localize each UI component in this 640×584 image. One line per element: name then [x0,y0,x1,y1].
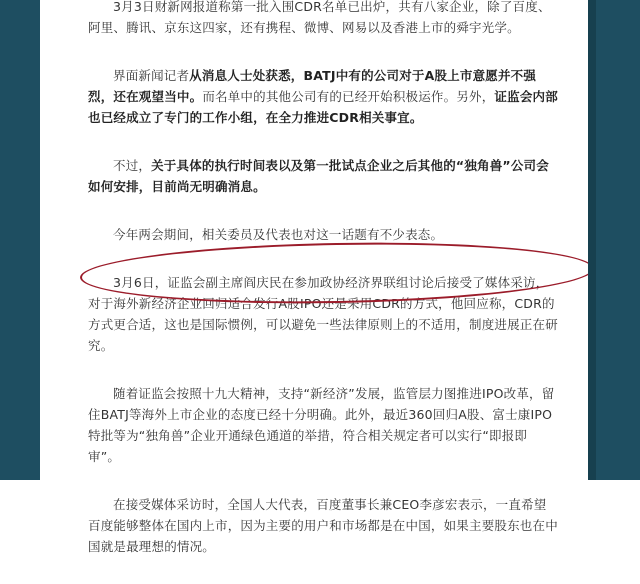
paragraph-2-text-continued: 而名单中的其他公司有的已经开始积极运作。另外， [202,89,495,104]
left-frame-border [0,0,40,480]
paragraph-7 [88,494,558,557]
paragraph-4 [88,224,558,245]
article-body [88,0,558,584]
paragraph-7-text: 在接受媒体采访时，全国人大代表，百度董事长兼CEO李彦宏表示，一直希望百度能够整体在国内上市，因为主要的用户和市场都是在中国，如果主要股东也在中国就是最理想的情况。 [88,497,558,554]
paragraph-2-text: 界面新闻记者 [113,68,190,83]
paragraph-3-text: 不过， [113,158,152,173]
paragraph-4-text: 今年两会期间，相关委员及代表也对这一话题有不少表态。 [113,227,444,242]
document-page [40,0,588,554]
paragraph-2 [88,65,558,128]
paragraph-6-text: 随着证监会按照十九大精神，支持“新经济”发展，监管层力图推进IPO改革，留住BATJ等海外上市企业的态度已经十分明确。此外，最近360回归A股、富士康IPO特批等为“独角兽”企业开通绿色通道的举措，符合相关规定者可以实行“即报即审”。 [88,386,555,464]
paragraph-5 [88,272,558,356]
paragraph-2-bold-text-2: 证监会内部也已经成立了专门的工作小组，在全力推进CDR相关事宜。 [88,89,558,125]
paragraph-1 [88,0,558,38]
right-frame-border [588,0,640,480]
paragraph-5-text: 3月6日，证监会副主席阎庆民在参加政协经济界联组讨论后接受了媒体采访，对于海外新经济企业回归适合发行A股IPO还是采用CDR的方式，他回应称，CDR的方式更合适，这也是国际惯例，可以避免一些法律原则上的不适用，制度进展正在研究。 [88,275,558,353]
paragraph-2-bold-text: 从消息人士处获悉，BATJ中有的公司对于A股上市意愿并不强烈，还在观望当中。 [88,68,537,104]
paragraph-6 [88,383,558,467]
paragraph-3-bold-text: 关于具体的执行时间表以及第一批试点企业之后其他的“独角兽”公司会如何安排，目前尚无明确消息。 [88,158,549,194]
paragraph-1-text: 3月3日财新网报道称第一批入围CDR名单已出炉，共有八家企业，除了百度、阿里、腾讯、京东这四家，还有携程、微博、网易以及香港上市的舜宇光学。 [88,0,551,35]
paragraph-3 [88,155,558,197]
